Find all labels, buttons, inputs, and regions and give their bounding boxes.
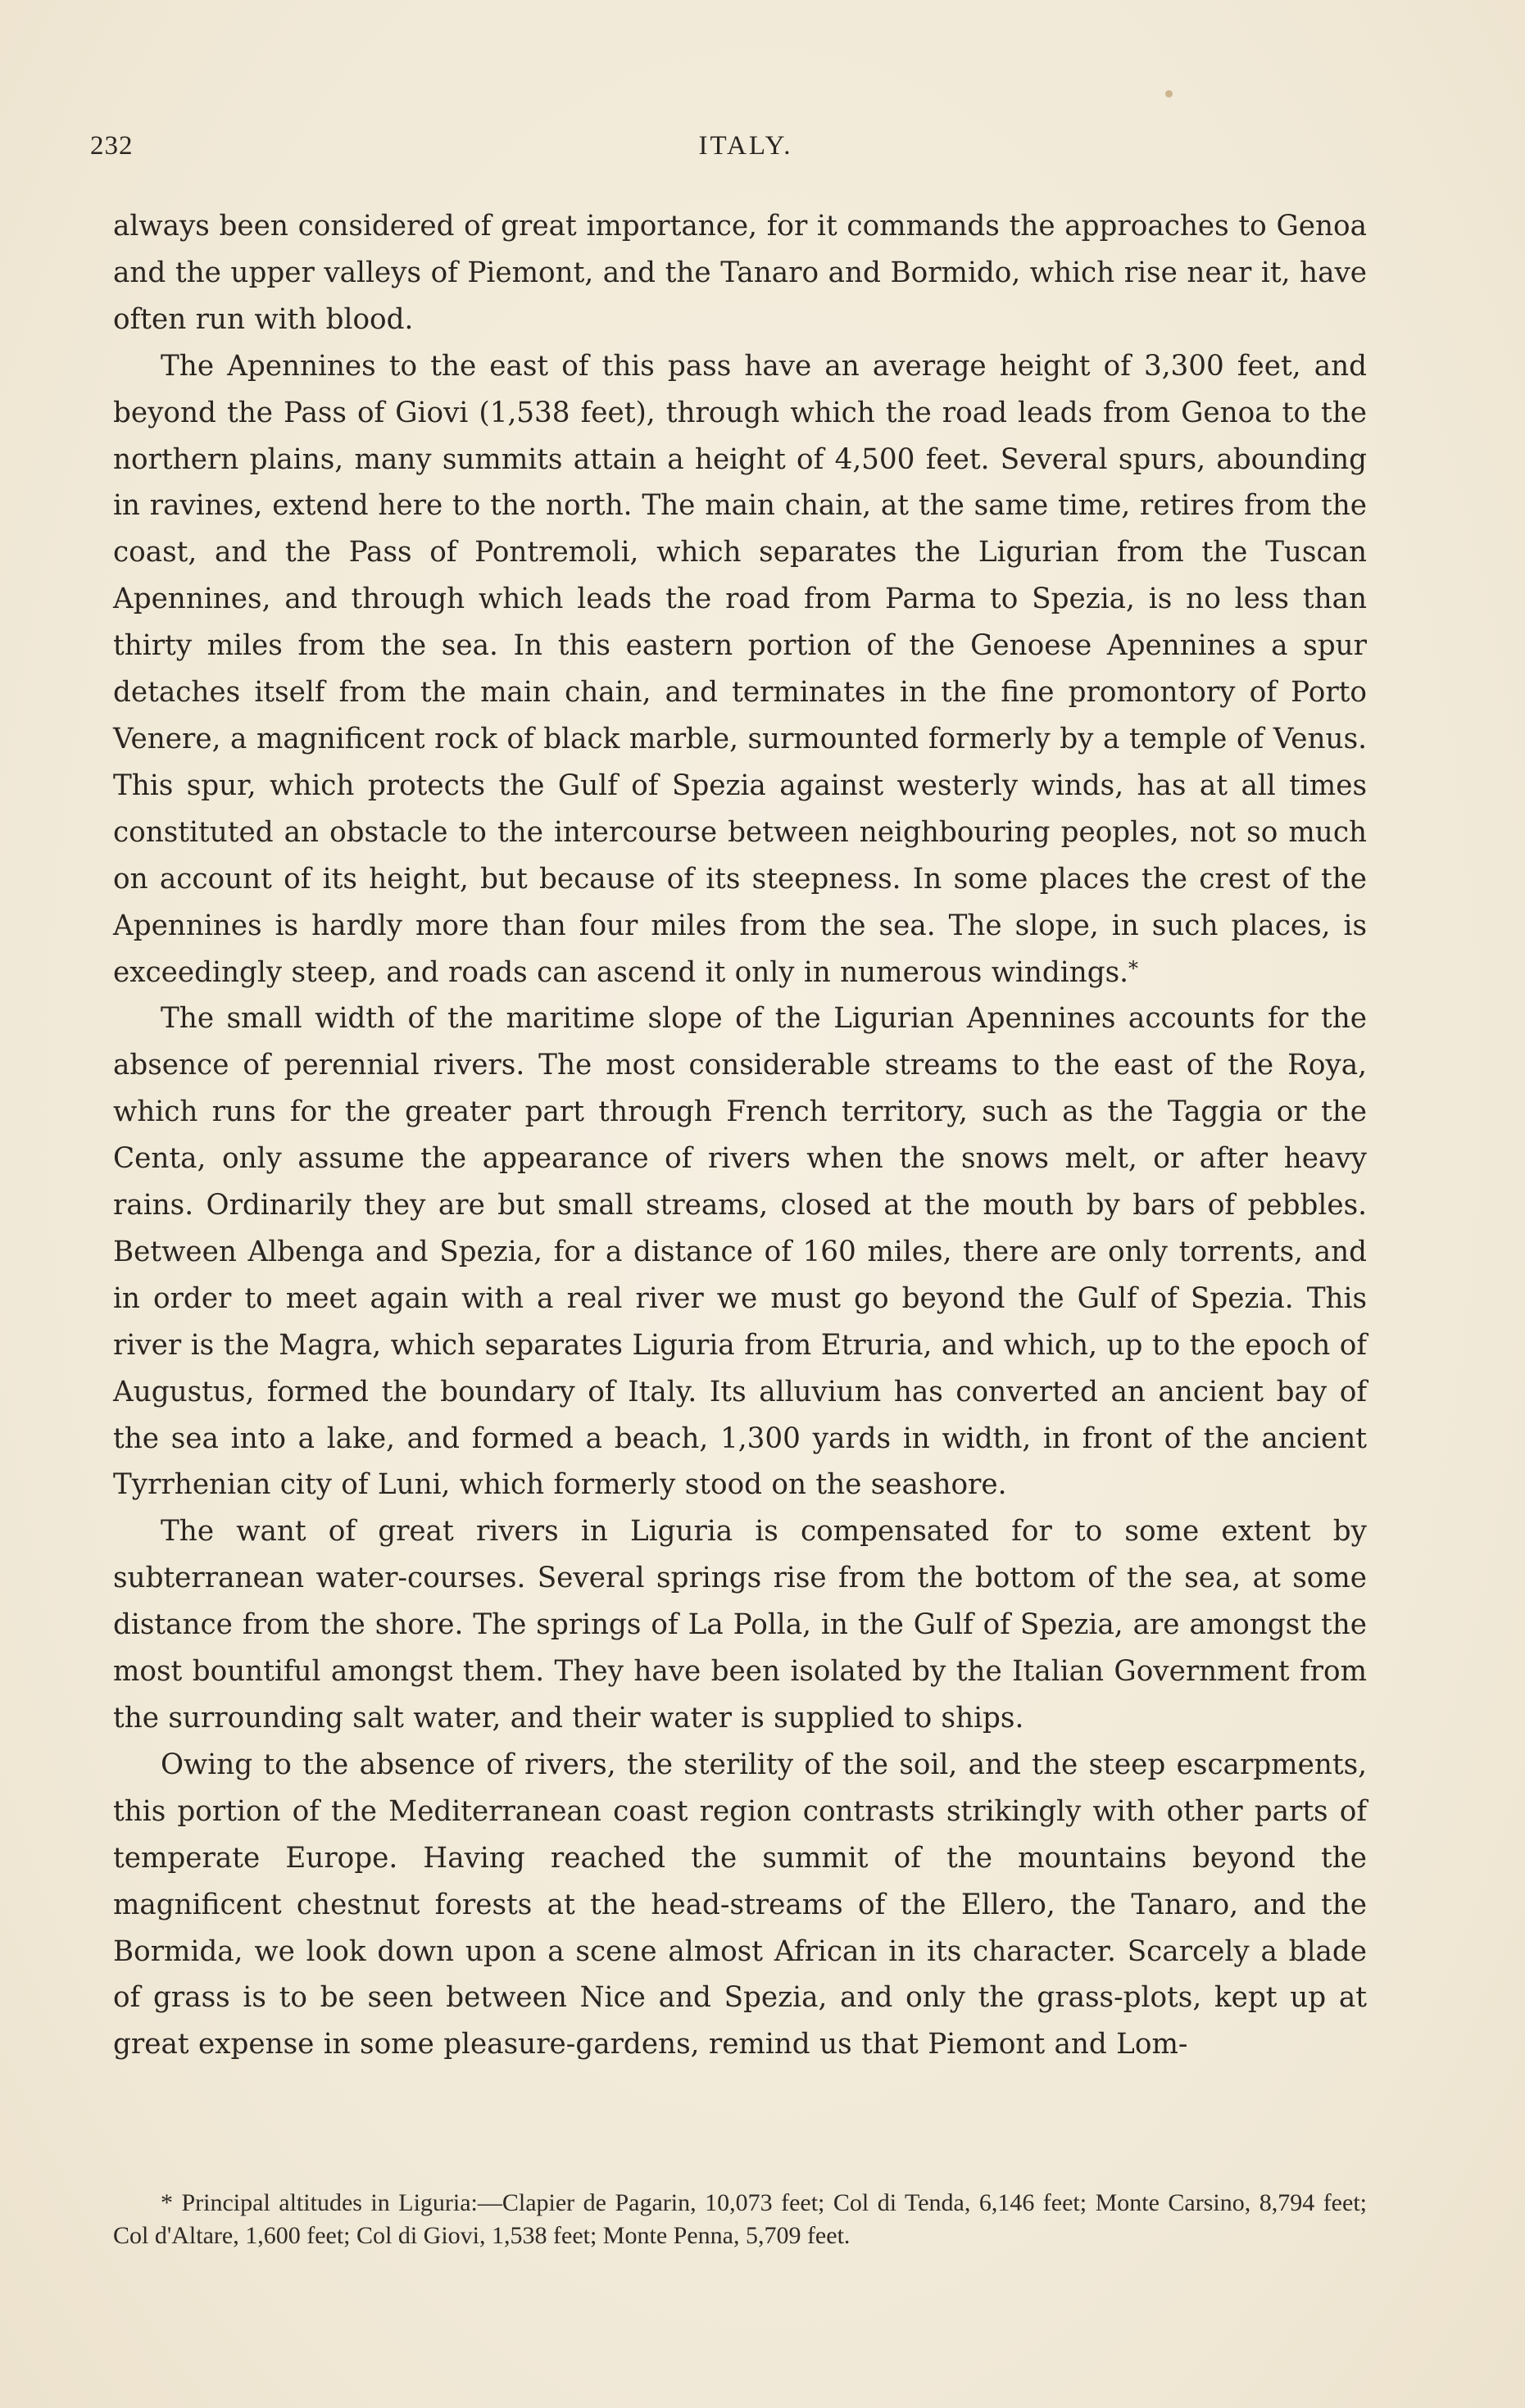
paragraph-text: The Apennines to the east of this pass have an average height of 3,300 feet, and beyond the Pass of Giovi (1,538 feet), through which the road leads from Genoa to the northern plains, many summits attain a height of 4,500 feet. Several spurs, abounding in ravines, extend here to the north. The main chain, at the same time, retires from the coast, and the Pass of Pontremoli, which separates the Ligurian from the Tuscan Apennines, and through which leads the road from Parma to Spezia, is no less than thirty miles from the sea. In this eastern portion of the Genoese Apennines a spur detaches itself from the main chain, and terminates in the fine promontory of Porto Venere, a magnificent rock of black marble, surmounted formerly by a temple of Venus. This spur, which protects the Gulf of Spezia against westerly winds, has at all times constituted an obstacle to the intercourse between neighbouring peoples, not so much on account of its height, but because of its steepness. In some places the crest of the Apennines is hardly more than four miles from the sea. The slope, in such places, is exceedingly steep, and roads can ascend it only in numerous windings. [113,349,1367,989]
paragraph-maritime-slope [113,995,1367,1508]
ink-speck [1165,90,1173,97]
paragraph-apennines-east [113,343,1367,996]
paragraph-text: The want of great rivers in Liguria is compensated for to some extent by subterranean water-courses. Several springs rise from the bottom of the sea, at some distance from the shore. The springs of La Polla, in the Gulf of Spezia, are amongst the most bountiful amongst them. They have been isolated by the Italian Government from the surrounding salt water, and their water is supplied to ships. [113,1515,1367,1735]
page-number: 232 [90,131,134,161]
footnote-reference: * [1128,956,1139,980]
paragraph-text: Owing to the absence of rivers, the sterility of the soil, and the steep escarpments, this portion of the Mediterranean coast region contrasts strikingly with other parts of temperate Europe. Having reached the summit of the mountains beyond the magnificent chestnut forests at the head-streams of the Ellero, the Tanaro, and the Bormida, we look down upon a scene almost African in its character. Scarcely a blade of grass is to be seen between Nice and Spezia, and only the grass-plots, kept up at great expense in some pleasure-gardens, remind us that Piemont and Lom- [113,1748,1367,2061]
body-text [113,203,1367,2068]
footnote [113,2187,1367,2252]
running-head [90,131,1401,172]
running-title: ITALY. [698,131,793,161]
footnote-text: * Principal altitudes in Liguria:—Clapier de Pagarin, 10,073 feet; Col di Tenda, 6,146 feet; Monte Carsino, 8,794 feet; Col d'Altare, 1,600 feet; Col di Giovi, 1,538 feet; Monte Penna, 5,709 feet. [113,2189,1367,2249]
paragraph-text: The small width of the maritime slope of the Ligurian Apennines accounts for the absence of perennial rivers. The most considerable streams to the east of the Roya, which runs for the greater part through French territory, such as the Taggia or the Centa, only assume the appearance of rivers when the snows melt, or after heavy rains. Ordinarily they are but small streams, closed at the mouth by bars of pebbles. Between Albenga and Spezia, for a distance of 160 miles, there are only torrents, and in order to meet again with a real river we must go beyond the Gulf of Spezia. This river is the Magra, which separates Liguria from Etruria, and which, up to the epoch of Augustus, formed the boundary of Italy. Its alluvium has converted an ancient bay of the sea into a lake, and formed a beach, 1,300 yards in width, in front of the ancient Tyrrhenian city of Luni, which formerly stood on the seashore. [113,1002,1367,1502]
paragraph-text: always been considered of great importance, for it commands the approaches to Genoa and the upper valleys of Piemont, and the Tanaro and Bormido, which rise near it, have often run with blood. [113,210,1367,336]
paragraph-continuation [113,203,1367,343]
paragraph-coast-contrast [113,1742,1367,2068]
paragraph-subterranean-water [113,1508,1367,1742]
